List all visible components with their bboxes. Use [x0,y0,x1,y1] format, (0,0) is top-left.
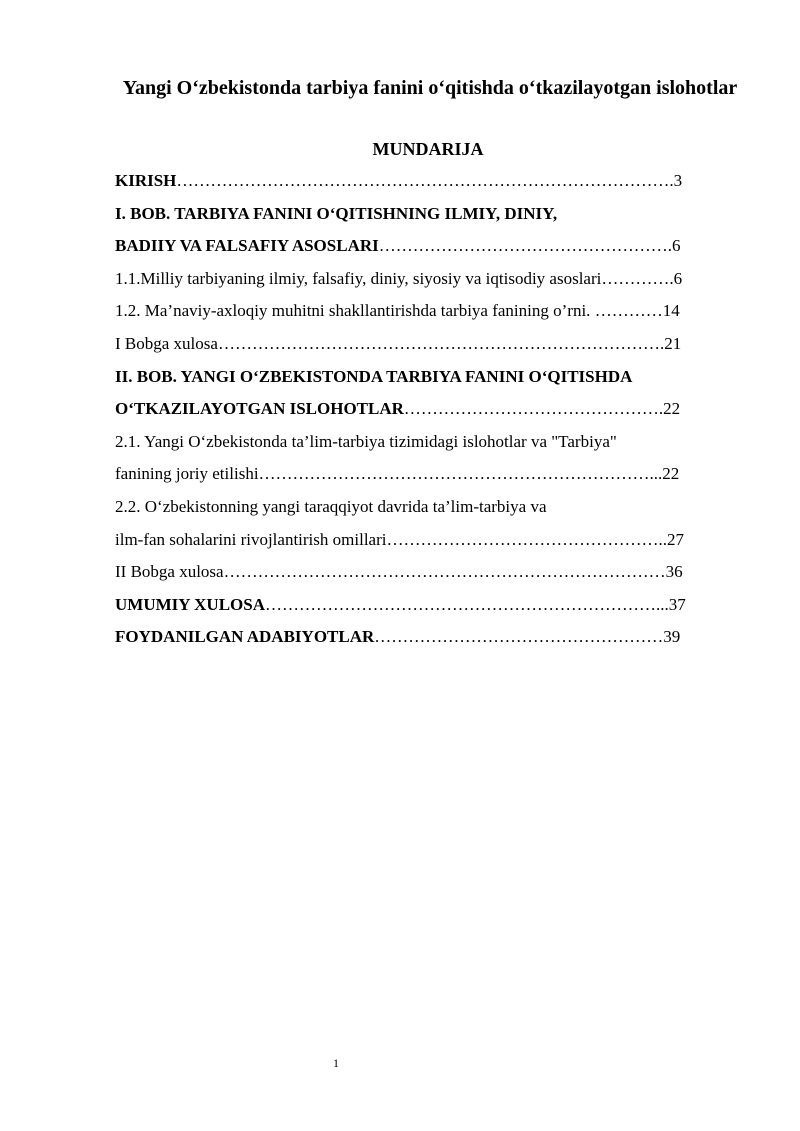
toc-entry [115,526,745,559]
toc-page-number: 6 [673,268,683,288]
toc-entry [115,395,745,428]
toc-entry [115,591,745,624]
toc-entry-text: KIRISH [115,171,177,190]
toc-page-number: 39 [663,627,681,647]
toc-entry [115,493,745,526]
toc-entry-text: FOYDANILGAN ADABIYOTLAR [115,627,375,647]
toc-leader-dots: …………………………………………………………………… [223,562,666,582]
toc-entry [115,265,745,298]
toc-page-number: .6 [667,236,681,256]
toc-leader-dots: …………………………………………………………………………… [176,171,670,190]
toc-page-number: .22 [658,399,681,419]
toc-entry [115,623,745,656]
toc-page-number: 36 [665,562,683,582]
toc-heading: MUNDARIJA [372,139,484,159]
toc-leader-dots: …………………………………………. [386,529,663,549]
toc-entry [115,330,745,363]
toc-entry [115,363,745,396]
toc-entry-text: O‘TKAZILAYOTGAN ISLOHOTLAR [115,399,404,419]
toc-leader-dots: …………………………………………… [378,236,668,256]
toc-leader-dots: ……………………………………………………………. [258,464,654,484]
toc-entry [115,167,745,200]
toc-entry [115,558,745,591]
toc-entry-text: I Bobga xulosa [115,333,218,353]
toc-page-number: ..37 [660,594,686,614]
toc-page-number: .21 [659,333,682,353]
toc-entry-text: BADIIY VA FALSAFIY ASOSLARI [115,236,379,256]
toc-entry-text: 1.2. Ma’naviy-axloqiy muhitni shakllantirishda tarbiya fanining o’rni. [115,301,595,321]
toc-leader-dots: …………. [601,268,674,288]
toc-entry [115,232,745,265]
toc-entry-text: I. BOB. TARBIYA FANINI O‘QITISHNING ILMIY, DINIY, [115,203,558,223]
toc-entry [115,200,745,233]
toc-entry [115,297,745,330]
toc-entry-text: II. BOB. YANGI O‘ZBEKISTONDA TARBIYA FANINI O‘QITISHDA [115,366,633,386]
toc-entry-text: fanining joriy etilishi [115,464,259,484]
toc-leader-dots: ……………………………………… [403,399,659,419]
toc-entry-text: 2.2. O‘zbekistonning yangi taraqqiyot davrida ta’lim-tarbiya va [115,496,547,516]
toc-page-number: .27 [662,529,684,549]
toc-entry-text: UMUMIY XULOSA [115,594,266,614]
toc-entry [115,428,745,461]
toc-leader-dots: …………………………………………………………………… [217,333,660,353]
toc-entry [115,460,745,493]
toc-page-number: ..22 [653,464,680,484]
table-of-contents [115,167,745,656]
toc-leader-dots: ………… [594,301,663,321]
toc-entry-text: ilm-fan sohalarini rivojlantirish omillari [115,529,387,549]
page-number: 1 [333,1056,339,1070]
toc-entry-text: 2.1. Yangi O‘zbekistonda ta’lim-tarbiya tizimidagi islohotlar va "Tarbiya" [115,431,617,451]
document-title: Yangi O‘zbekistonda tarbiya fanini o‘qitishda o‘tkazilayotgan islohotlar [122,77,738,99]
toc-entry-text: II Bobga xulosa [115,562,224,582]
toc-leader-dots: ……………………………………………………………. [265,594,661,614]
toc-entry-text: 1.1.Milliy tarbiyaning ilmiy, falsafiy, diniy, siyosiy va iqtisodiy asoslari [115,268,602,288]
toc-page-number: .3 [669,171,683,190]
toc-page-number: 14 [662,301,680,321]
toc-leader-dots: …………………………………………… [374,627,664,647]
